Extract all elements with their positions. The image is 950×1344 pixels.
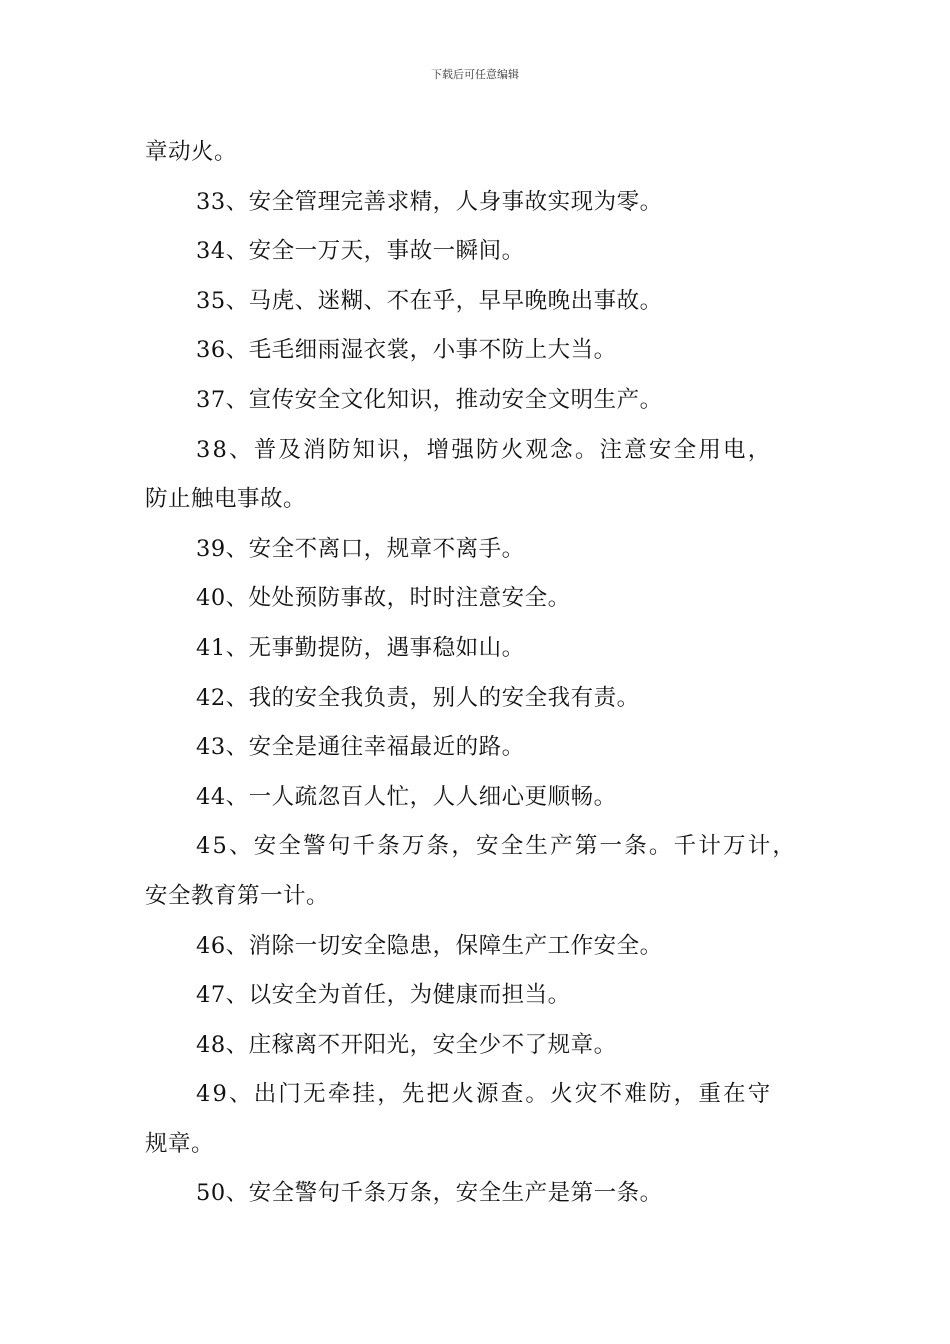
slogan-47: 47、以安全为首任，为健康而担当。 xyxy=(196,982,571,1009)
slogan-44: 44、一人疏忽百人忙，人人细心更顺畅。 xyxy=(196,783,617,810)
slogan-46: 46、消除一切安全隐患，保障生产工作安全。 xyxy=(196,932,663,959)
slogan-40: 40、处处预防事故，时时注意安全。 xyxy=(196,585,571,612)
slogan-45: 45、安全警句千条万条，安全生产第一条。千计万计， xyxy=(196,833,798,860)
slogan-49: 49、出门无牵挂，先把火源查。火灾不难防，重在守 xyxy=(196,1081,773,1108)
slogan-37: 37、宣传安全文化知识，推动安全文明生产。 xyxy=(196,386,663,413)
slogan-42: 42、我的安全我负责，别人的安全我有责。 xyxy=(196,684,640,711)
slogan-38: 38、普及消防知识，增强防火观念。注意安全用电， xyxy=(196,436,773,463)
slogan-35: 35、马虎、迷糊、不在乎，早早晚晚出事故。 xyxy=(196,287,663,314)
text-line: 章动火。 xyxy=(145,139,238,165)
slogan-50: 50、安全警句千条万条，安全生产是第一条。 xyxy=(196,1180,663,1207)
slogan-34: 34、安全一万天，事故一瞬间。 xyxy=(196,238,525,265)
slogan-36: 36、毛毛细雨湿衣裳，小事不防上大当。 xyxy=(196,337,617,364)
slogan-43: 43、安全是通往幸福最近的路。 xyxy=(196,734,525,761)
slogan-45-continued: 安全教育第一计。 xyxy=(145,882,330,909)
slogan-41: 41、无事勤提防，遇事稳如山。 xyxy=(196,634,525,661)
slogan-48: 48、庄稼离不开阳光，安全少不了规章。 xyxy=(196,1031,617,1058)
document-body xyxy=(145,128,815,1219)
page-header: 下载后可任意编辑 xyxy=(431,68,519,81)
slogan-39: 39、安全不离口，规章不离手。 xyxy=(196,535,525,562)
slogan-38-continued: 防止触电事故。 xyxy=(145,486,307,513)
slogan-49-continued: 规章。 xyxy=(145,1130,215,1157)
slogan-33: 33、安全管理完善求精，人身事故实现为零。 xyxy=(196,188,663,215)
